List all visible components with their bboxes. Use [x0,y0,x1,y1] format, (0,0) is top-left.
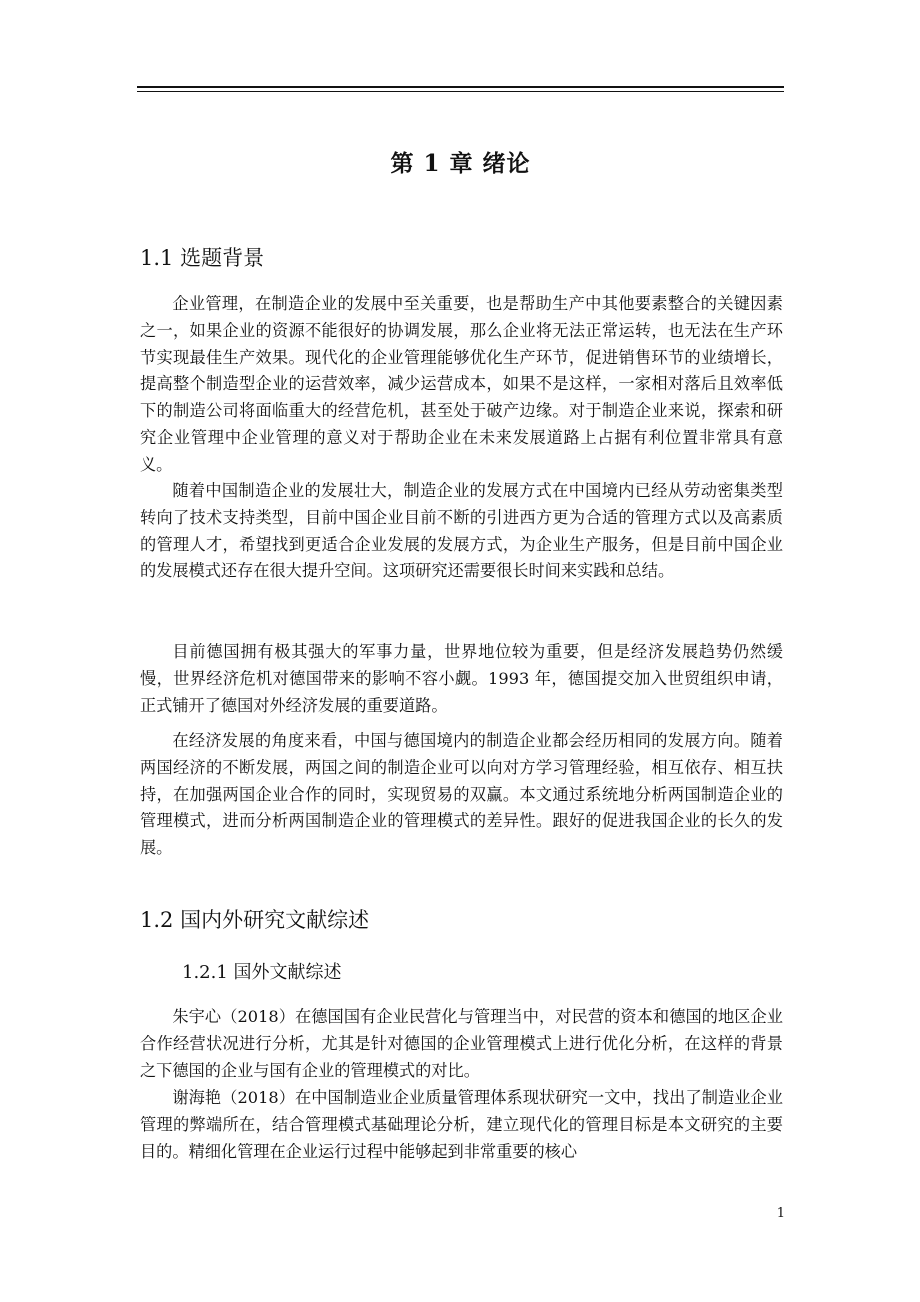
paragraph: 随着中国制造企业的发展壮大，制造企业的发展方式在中国境内已经从劳动密集类型转向了技术支持类型，目前中国企业目前不断的引进西方更为合适的管理方式以及高素质的管理人才，希望找到更适合企业发展的发展方式，为企业生产服务，但是目前中国企业的发展模式还存在很大提升空间。这项研究还需要很长时间来实践和总结。 [140,481,783,581]
paragraph: 在经济发展的角度来看，中国与德国境内的制造企业都会经历相同的发展方向。随着两国经济的不断发展，两国之间的制造企业可以向对方学习管理经验，相互依存、相互扶持，在加强两国企业合作的同时，实现贸易的双赢。本文通过系统地分析两国制造企业的管理模式，进而分析两国制造企业的管理模式的差异性。跟好的促进我国企业的长久的发展。 [140,731,783,858]
chapter-title: 第 1 章 绪论 [390,150,531,177]
header-rule [137,86,784,92]
section-heading-1-2: 1.2 国内外研究文献综述 [140,908,370,932]
section-heading-1-1: 1.1 选题背景 [140,246,265,270]
paragraph: 朱宇心（2018）在德国国有企业民营化与管理当中，对民营的资本和德国的地区企业合作经营状况进行分析，尤其是针对德国的企业管理模式上进行优化分析，在这样的背景之下德国的企业与国有企业的管理模式的对比。 [140,1007,783,1080]
subsection-heading-1-2-1: 1.2.1 国外文献综述 [182,962,342,983]
paragraph: 目前德国拥有极其强大的军事力量，世界地位较为重要，但是经济发展趋势仍然缓慢，世界经济危机对德国带来的影响不容小觑。1993 年，德国提交加入世贸组织申请，正式铺开了德国对外经济发展的重要道路。 [140,642,783,715]
paragraph: 企业管理，在制造企业的发展中至关重要，也是帮助生产中其他要素整合的关键因素之一，如果企业的资源不能很好的协调发展，那么企业将无法正常运转，也无法在生产环节实现最佳生产效果。现代化的企业管理能够优化生产环节，促进销售环节的业绩增长，提高整个制造型企业的运营效率，减少运营成本，如果不是这样，一家相对落后且效率低下的制造公司将面临重大的经营危机，甚至处于破产边缘。对于制造企业来说，探索和研究企业管理中企业管理的意义对于帮助企业在未来发展道路上占据有利位置非常具有意义。 [140,294,783,474]
paragraph: 谢海艳（2018）在中国制造业企业质量管理体系现状研究一文中，找出了制造业企业管理的弊端所在，结合管理模式基础理论分析，建立现代化的管理目标是本文研究的主要目的。精细化管理在企业运行过程中能够起到非常重要的核心 [140,1088,783,1161]
page-number: 1 [776,1206,785,1221]
